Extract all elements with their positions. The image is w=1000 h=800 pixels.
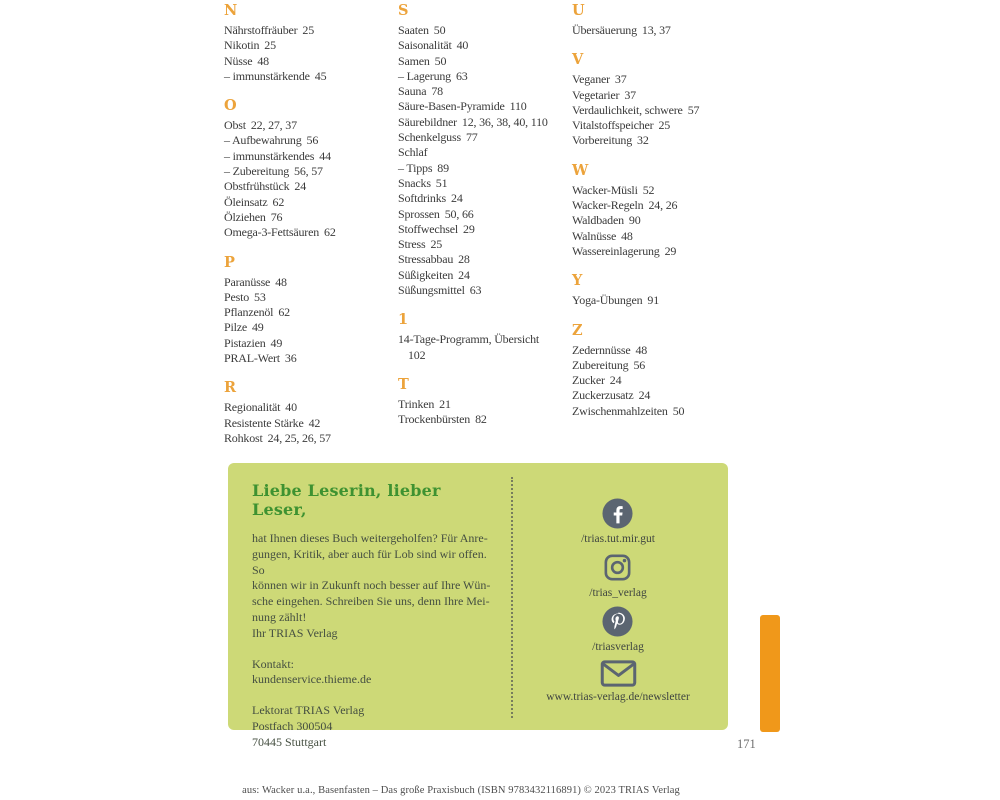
- index-column-3: [572, 0, 747, 419]
- index-section: [572, 272, 747, 308]
- index-page-numbers: 25: [264, 38, 276, 53]
- index-entry: [572, 343, 747, 358]
- index-term: Pistazien: [224, 335, 266, 350]
- index-page-numbers: 48: [257, 53, 269, 68]
- chapter-tab: [760, 615, 780, 732]
- index-section-letter: Y: [572, 272, 583, 290]
- index-term: Sauna: [398, 84, 427, 99]
- index-section: [572, 322, 747, 419]
- index-entry: [572, 358, 747, 373]
- index-term: Zubereitung: [572, 357, 629, 372]
- social-item: [592, 605, 644, 653]
- index-page-numbers: 40: [456, 38, 469, 53]
- index-page-numbers: 102: [408, 347, 426, 362]
- index-term: Säurebildner: [398, 114, 457, 129]
- index-entry: [398, 268, 573, 283]
- index-term: Waldbaden: [572, 213, 624, 228]
- index-page-numbers: 40: [285, 400, 297, 415]
- index-page-numbers: 76: [270, 209, 283, 224]
- index-entry: [398, 332, 573, 363]
- index-page-numbers: 25: [430, 237, 443, 252]
- index-page-numbers: 77: [465, 130, 478, 145]
- index-entry: [572, 198, 747, 213]
- index-term: Vegetarier: [572, 87, 620, 102]
- infobox-body: [252, 531, 497, 642]
- index-page-numbers: 62: [272, 194, 285, 209]
- index-section-letter: W: [572, 161, 589, 179]
- infobox-body-line: nung zählt!: [252, 609, 307, 624]
- index-page-numbers: 22, 27, 37: [250, 118, 297, 133]
- index-page-numbers: 50: [672, 403, 685, 418]
- index-page-numbers: 24, 25, 26, 57: [267, 430, 331, 445]
- index-page-numbers: 49: [252, 320, 264, 335]
- index-page-numbers: 48: [275, 274, 287, 289]
- index-term: Saaten: [398, 23, 429, 37]
- index-entry: [224, 275, 399, 290]
- index-page-numbers: 56: [633, 357, 646, 372]
- index-term: Wacker-Regeln: [572, 198, 644, 213]
- index-entry: [572, 404, 747, 419]
- index-term: Pflanzenöl: [224, 305, 274, 320]
- index-section-letter: P: [224, 253, 235, 271]
- social-handle: /trias_verlag: [589, 587, 647, 599]
- index-page-numbers: 50, 66: [444, 206, 474, 221]
- page-number: 171: [737, 737, 756, 751]
- index-term: 14-Tage-Programm, Übersicht: [398, 332, 540, 347]
- social-item: [546, 659, 690, 703]
- address-line: 70445 Stuttgart: [252, 734, 327, 749]
- index-entry: [224, 290, 399, 305]
- index-page-numbers: 42: [308, 415, 321, 430]
- index-term: Trinken: [398, 396, 435, 411]
- index-term: Samen: [398, 53, 430, 68]
- index-page-numbers: 63: [469, 283, 482, 298]
- index-term: Säure-Basen-Pyramide: [398, 99, 505, 114]
- index-page-numbers: 45: [314, 68, 327, 83]
- index-section: [224, 97, 399, 240]
- index-entry: [398, 38, 573, 53]
- index-entry: [398, 397, 573, 412]
- index-term: Schenkelguss: [398, 130, 461, 145]
- index-term: – Aufbewahrung: [224, 133, 302, 148]
- index-page-numbers: 25: [302, 23, 315, 37]
- reader-info-box: [228, 463, 728, 749]
- index-term: Walnüsse: [572, 228, 617, 243]
- index-term: Obst: [224, 118, 246, 133]
- index-entry: [572, 88, 747, 103]
- index-entry: [398, 161, 573, 176]
- index-entry: [398, 130, 573, 145]
- index-term: – immunstärkende: [224, 68, 310, 83]
- index-entry: [224, 38, 399, 53]
- dotted-divider: [511, 477, 513, 718]
- index-entry: [224, 118, 399, 133]
- index-page-numbers: 89: [437, 160, 449, 175]
- index-section: [224, 2, 399, 84]
- index-page-numbers: 28: [458, 252, 470, 267]
- index-entry: [224, 23, 399, 38]
- contact-label: Kontakt:: [252, 656, 294, 671]
- index-term: Yoga-Übungen: [572, 293, 643, 308]
- infobox-body-line: Ihr TRIAS Verlag: [252, 625, 338, 640]
- index-term: Schlaf: [398, 145, 428, 160]
- index-entry: [572, 388, 747, 403]
- index-term: Süßigkeiten: [398, 267, 454, 282]
- infobox-body-line: sche eingehen. Schreiben Sie uns, denn Ihre Mei-: [252, 594, 490, 609]
- social-links-column: [528, 497, 708, 709]
- index-term: Rohkost: [224, 430, 263, 445]
- infobox-text-column: [252, 481, 497, 751]
- index-term: Stress: [398, 237, 426, 252]
- index-page-numbers: 48: [621, 228, 633, 243]
- address-line: Lektorat TRIAS Verlag: [252, 703, 365, 718]
- address-line: Postfach 300504: [252, 718, 333, 733]
- index-entry: [398, 176, 573, 191]
- index-term: Zedernnüsse: [572, 342, 631, 357]
- infobox-body-line: gungen, Kritik, aber auch für Lob sind wir offen. So: [252, 546, 487, 577]
- index-term: Trockenbürsten: [398, 412, 471, 427]
- index-entry: [398, 191, 573, 206]
- index-page-numbers: 53: [254, 289, 266, 304]
- index-entry: [398, 207, 573, 222]
- index-entry: [224, 54, 399, 69]
- index-term: Wassereinlagerung: [572, 243, 660, 258]
- index-term: Ölziehen: [224, 209, 266, 224]
- index-section-letter: S: [398, 2, 409, 19]
- index-section: [572, 2, 747, 38]
- index-term: Nikotin: [224, 38, 260, 53]
- index-page-numbers: 62: [324, 225, 336, 240]
- index-entry: [224, 320, 399, 335]
- index-entry: [398, 252, 573, 267]
- index-entry: [398, 283, 573, 298]
- index-entry: [572, 373, 747, 388]
- index-term: Übersäuerung: [572, 23, 637, 37]
- index-term: PRAL-Wert: [224, 351, 280, 366]
- contact-email: kundenservice.thieme.de: [252, 672, 372, 687]
- index-column-2: [398, 0, 573, 428]
- index-section-letter: 1: [398, 311, 409, 329]
- index-section-letter: U: [572, 2, 585, 19]
- index-section: [572, 51, 747, 148]
- index-term: – Zubereitung: [224, 164, 290, 179]
- index-entry: [224, 210, 399, 225]
- index-term: Saisonalität: [398, 38, 452, 53]
- index-page-numbers: 90: [628, 213, 641, 228]
- index-term: Stressabbau: [398, 252, 454, 267]
- index-section: [398, 2, 573, 298]
- index-entry: [224, 133, 399, 148]
- index-term: Vorbereitung: [572, 133, 633, 148]
- index-page-numbers: 36: [284, 351, 297, 366]
- index-entry: [224, 69, 399, 84]
- index-entry: [572, 103, 747, 118]
- index-page-numbers: 82: [475, 412, 487, 427]
- index-section: [224, 254, 399, 367]
- index-term: Süßungsmittel: [398, 283, 465, 298]
- index-entry: [398, 222, 573, 237]
- index-page-numbers: 49: [270, 335, 283, 350]
- index-entry: [398, 412, 573, 427]
- index-entry: [572, 23, 747, 38]
- index-entry: [572, 183, 747, 198]
- index-section: [398, 311, 573, 363]
- index-section: [224, 379, 399, 446]
- index-entry: [398, 69, 573, 84]
- index-term: – Tipps: [398, 160, 433, 175]
- index-entry: [398, 145, 573, 160]
- index-section: [572, 162, 747, 259]
- index-page-numbers: 91: [647, 293, 659, 308]
- infobox-body-line: hat Ihnen dieses Buch weitergeholfen? Für Anre-: [252, 531, 488, 545]
- index-entry: [224, 416, 399, 431]
- index-entry: [398, 54, 573, 69]
- index-page-numbers: 37: [624, 87, 636, 102]
- social-handle: /trias.tut.mir.gut: [581, 533, 655, 545]
- index-column-1: [224, 0, 399, 446]
- index-term: Zucker: [572, 373, 605, 388]
- index-page-numbers: 48: [635, 342, 648, 357]
- index-page-numbers: 110: [509, 99, 527, 114]
- index-page-numbers: 51: [435, 175, 448, 190]
- index-page-numbers: 29: [463, 221, 475, 236]
- address-block: [252, 703, 497, 750]
- index-term: Pilze: [224, 320, 247, 335]
- index-page-numbers: 56: [306, 133, 319, 148]
- index-entry: [224, 400, 399, 415]
- index-page-numbers: 78: [431, 84, 443, 99]
- index-page-numbers: 29: [664, 243, 677, 258]
- index-entry: [572, 244, 747, 259]
- index-entry: [398, 99, 573, 114]
- index-entry: [224, 431, 399, 446]
- social-item: [589, 551, 646, 599]
- index-page-numbers: 62: [278, 305, 290, 320]
- index-entry: [224, 149, 399, 164]
- index-section-letter: N: [224, 2, 238, 19]
- index-entry: [398, 237, 573, 252]
- index-page-numbers: 24, 26: [648, 198, 678, 213]
- index-section-letter: V: [572, 51, 584, 69]
- index-section-letter: Z: [572, 321, 583, 339]
- index-entry: [224, 351, 399, 366]
- index-page-numbers: 24: [451, 191, 463, 206]
- index-page-numbers: 50: [434, 53, 447, 68]
- index-page-numbers: 21: [439, 396, 451, 411]
- index-page-numbers: 52: [642, 182, 655, 197]
- index-term: Paranüsse: [224, 274, 271, 289]
- index-term: Snacks: [398, 175, 431, 190]
- index-term: Nüsse: [224, 53, 253, 68]
- index-section-letter: O: [224, 97, 237, 115]
- index-term: Sprossen: [398, 206, 440, 221]
- email-icon: [600, 659, 637, 688]
- index-section-letter: T: [398, 375, 409, 393]
- index-page-numbers: 50: [433, 23, 446, 37]
- index-term: – immunstärkendes: [224, 148, 315, 163]
- index-page-numbers: 25: [658, 118, 671, 133]
- index-entry: [224, 305, 399, 320]
- index-page-numbers: 63: [455, 68, 468, 83]
- contact-block: [252, 657, 497, 689]
- index-entry: [572, 133, 747, 148]
- index-term: Nährstoffräuber: [224, 23, 298, 37]
- index-page-numbers: 56, 57: [294, 164, 323, 179]
- index-page-numbers: 24: [458, 267, 470, 282]
- index-term: Obstfrühstück: [224, 179, 290, 194]
- index-entry: [572, 293, 747, 308]
- index-term: Regionalität: [224, 400, 281, 415]
- index-term: Veganer: [572, 72, 610, 87]
- index-entry: [224, 195, 399, 210]
- index-entry: [572, 213, 747, 228]
- index-term: Zwischenmahlzeiten: [572, 403, 668, 418]
- index-term: Vitalstoffspeicher: [572, 118, 654, 133]
- index-term: Verdaulichkeit, schwere: [572, 102, 683, 117]
- index-entry: [224, 225, 399, 240]
- index-entry: [572, 72, 747, 87]
- index-page-numbers: 57: [687, 102, 700, 117]
- index-page-numbers: 24: [638, 388, 651, 403]
- index-entry: [224, 179, 399, 194]
- index-term: Resistente Stärke: [224, 415, 304, 430]
- social-handle: www.trias-verlag.de/newsletter: [546, 691, 690, 703]
- instagram-icon: [601, 551, 634, 584]
- index-page-numbers: 12, 36, 38, 40, 110: [461, 114, 548, 129]
- index-entry: [224, 164, 399, 179]
- index-section-letter: R: [224, 379, 237, 397]
- index-entry: [398, 84, 573, 99]
- index-term: Omega-3-Fettsäuren: [224, 225, 320, 240]
- social-item: [581, 497, 655, 545]
- index-section: [398, 376, 573, 428]
- index-term: Wacker-Müsli: [572, 182, 638, 197]
- index-page-numbers: 24: [609, 373, 622, 388]
- index-entry: [224, 336, 399, 351]
- index-page-numbers: 24: [294, 179, 307, 194]
- index-term: – Lagerung: [398, 68, 451, 83]
- index-term: Pesto: [224, 289, 250, 304]
- index-term: Öleinsatz: [224, 194, 268, 209]
- pinterest-icon: [601, 605, 634, 638]
- index-term: Stoffwechsel: [398, 221, 459, 236]
- index-page-numbers: 37: [614, 72, 627, 87]
- index-page-numbers: 32: [637, 133, 649, 148]
- index-entry: [398, 115, 573, 130]
- index-entry: [572, 118, 747, 133]
- infobox-title: Liebe Leserin, lieber Leser,: [252, 481, 441, 519]
- infobox-body-line: können wir in Zukunft noch besser auf Ihre Wün-: [252, 578, 491, 593]
- index-page-numbers: 13, 37: [641, 23, 671, 37]
- social-handle: /triasverlag: [592, 641, 644, 653]
- facebook-icon: [601, 497, 634, 530]
- index-page-numbers: 44: [319, 148, 331, 163]
- index-entry: [572, 229, 747, 244]
- index-entry: [398, 23, 573, 38]
- index-term: Zuckerzusatz: [572, 388, 634, 403]
- index-term: Softdrinks: [398, 191, 447, 206]
- source-footer: aus: Wacker u.a., Basenfasten – Das große Praxisbuch (ISBN 9783432116891) © 2023 TRIAS Verlag: [242, 785, 680, 796]
